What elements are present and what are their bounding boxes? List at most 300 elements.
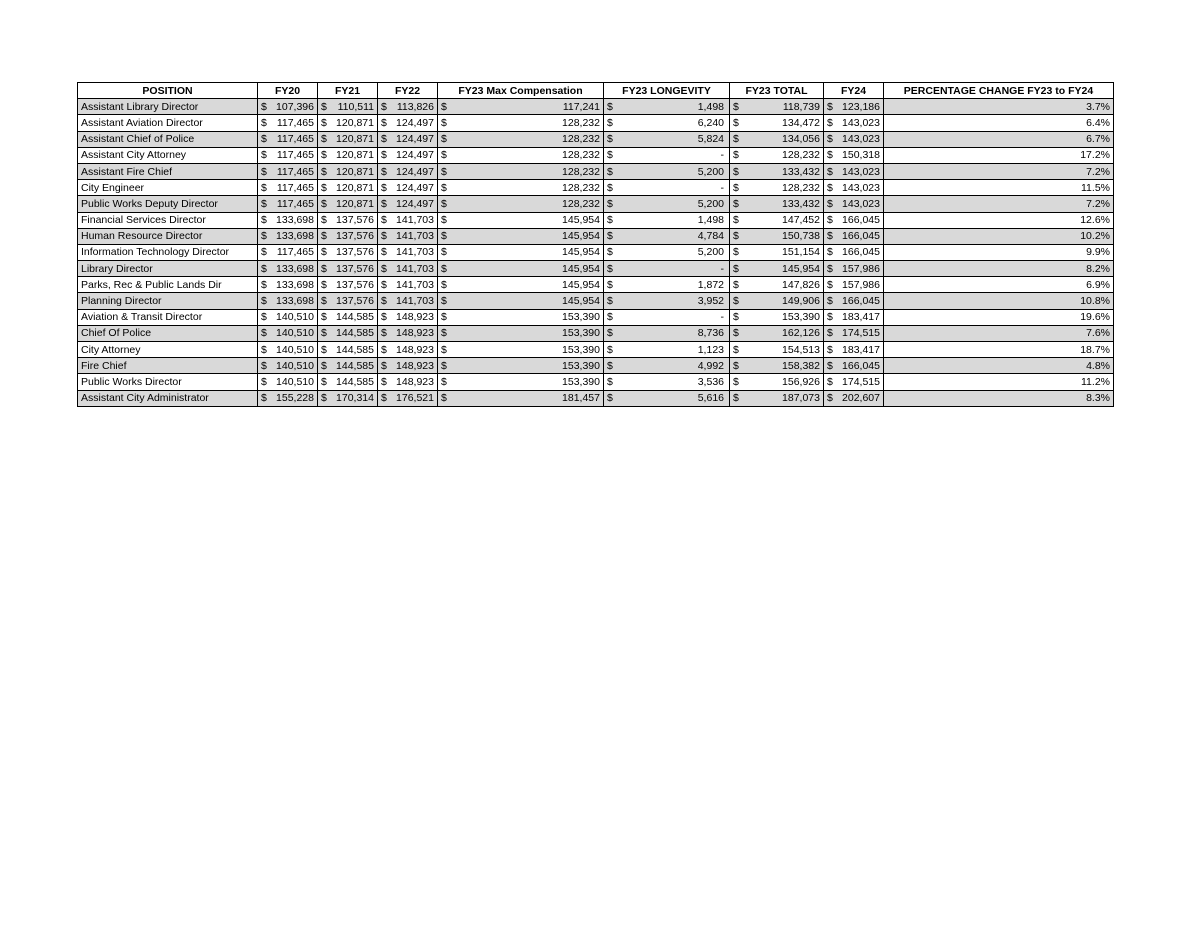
cell-fy23-longevity[interactable] [604,244,730,260]
cell-fy24[interactable] [824,374,884,390]
cell-fy24[interactable] [824,212,884,228]
currency-symbol: $ [607,100,613,113]
header-row [78,83,1114,99]
currency-symbol: $ [261,392,267,405]
cell-value: 153,390 [562,359,600,372]
cell-fy20[interactable] [258,309,318,325]
cell-fy23-longevity[interactable] [604,180,730,196]
cell-fy23-total[interactable] [730,228,824,244]
cell-value: 143,023 [842,133,880,146]
cell-value: 120,871 [336,133,374,146]
cell-fy23-total[interactable] [730,212,824,228]
cell-position[interactable]: Fire Chief [78,358,258,374]
cell-fy24[interactable] [824,325,884,341]
table-row [78,131,1114,147]
cell-fy24[interactable] [824,228,884,244]
cell-value: 117,465 [276,197,314,210]
cell-fy24[interactable] [824,180,884,196]
currency-symbol: $ [381,278,387,291]
cell-value: 140,510 [276,311,314,324]
cell-pct-change[interactable]: 4.8% [884,358,1114,374]
currency-symbol: $ [321,359,327,372]
cell-fy24[interactable] [824,115,884,131]
cell-fy23-max[interactable] [438,244,604,260]
cell-fy21[interactable] [318,293,378,309]
cell-fy24[interactable] [824,147,884,163]
cell-fy21[interactable] [318,277,378,293]
cell-value: 128,232 [782,149,820,162]
currency-symbol: $ [733,197,739,210]
cell-position[interactable]: City Engineer [78,180,258,196]
cell-fy22[interactable] [378,180,438,196]
currency-symbol: $ [381,359,387,372]
cell-fy20[interactable] [258,261,318,277]
currency-symbol: $ [733,343,739,356]
cell-value: 117,465 [276,133,314,146]
cell-fy22[interactable] [378,309,438,325]
currency-symbol: $ [381,246,387,259]
cell-fy20[interactable] [258,277,318,293]
cell-value: 162,126 [782,327,820,340]
cell-value: 124,497 [396,149,434,162]
currency-symbol: $ [321,133,327,146]
cell-position[interactable]: Public Works Director [78,374,258,390]
currency-symbol: $ [381,375,387,388]
cell-value: 8,736 [697,327,724,340]
cell-position[interactable]: Human Resource Director [78,228,258,244]
currency-symbol: $ [261,214,267,227]
cell-position[interactable]: Chief Of Police [78,325,258,341]
currency-symbol: $ [827,165,833,178]
cell-fy23-total[interactable] [730,358,824,374]
cell-fy23-total[interactable] [730,244,824,260]
cell-position[interactable]: Library Director [78,261,258,277]
cell-position[interactable]: Assistant Chief of Police [78,131,258,147]
currency-symbol: $ [733,246,739,259]
cell-fy23-longevity[interactable] [604,309,730,325]
cell-fy23-total[interactable] [730,115,824,131]
currency-symbol: $ [607,278,613,291]
cell-fy24[interactable] [824,261,884,277]
currency-symbol: $ [321,181,327,194]
table-row [78,147,1114,163]
cell-value: 141,703 [396,214,434,227]
cell-position[interactable]: Public Works Deputy Director [78,196,258,212]
cell-value: 124,497 [396,165,434,178]
cell-fy22[interactable] [378,342,438,358]
cell-fy24[interactable] [824,131,884,147]
cell-fy23-max[interactable] [438,374,604,390]
cell-fy23-longevity[interactable] [604,325,730,341]
currency-symbol: $ [827,181,833,194]
cell-value: 120,871 [336,197,374,210]
cell-pct-change[interactable]: 6.7% [884,131,1114,147]
cell-value: 120,871 [336,116,374,129]
cell-fy22[interactable] [378,228,438,244]
cell-fy21[interactable] [318,212,378,228]
table-row [78,358,1114,374]
currency-symbol: $ [441,214,447,227]
table-row [78,374,1114,390]
cell-value: 144,585 [336,343,374,356]
cell-value: 140,510 [276,343,314,356]
cell-fy22[interactable] [378,277,438,293]
cell-fy23-total[interactable] [730,147,824,163]
cell-pct-change[interactable]: 8.3% [884,390,1114,406]
cell-fy23-longevity[interactable] [604,228,730,244]
cell-value: 124,497 [396,197,434,210]
cell-position[interactable]: City Attorney [78,342,258,358]
cell-value: 5,200 [697,197,724,210]
cell-fy23-max[interactable] [438,163,604,179]
cell-fy21[interactable] [318,163,378,179]
cell-value: 174,515 [842,375,880,388]
cell-pct-change[interactable]: 9.9% [884,244,1114,260]
cell-fy20[interactable] [258,131,318,147]
currency-symbol: $ [607,197,613,210]
cell-fy23-max[interactable] [438,180,604,196]
cell-value: 157,986 [842,278,880,291]
currency-symbol: $ [827,295,833,308]
cell-value: 166,045 [842,295,880,308]
cell-value: 170,314 [336,392,374,405]
cell-position[interactable]: Parks, Rec & Public Lands Dir [78,277,258,293]
cell-fy21[interactable] [318,196,378,212]
cell-fy22[interactable] [378,358,438,374]
cell-fy20[interactable] [258,374,318,390]
cell-fy23-max[interactable] [438,147,604,163]
cell-fy23-max[interactable] [438,293,604,309]
cell-fy22[interactable] [378,325,438,341]
cell-fy21[interactable] [318,390,378,406]
cell-fy20[interactable] [258,390,318,406]
cell-value: 128,232 [562,116,600,129]
currency-symbol: $ [607,375,613,388]
cell-fy23-max[interactable] [438,277,604,293]
cell-fy22[interactable] [378,163,438,179]
cell-position[interactable]: Assistant Fire Chief [78,163,258,179]
currency-symbol: $ [321,343,327,356]
cell-fy23-total[interactable] [730,163,824,179]
cell-pct-change[interactable]: 12.6% [884,212,1114,228]
cell-fy22[interactable] [378,196,438,212]
currency-symbol: $ [261,181,267,194]
cell-fy23-total[interactable] [730,261,824,277]
cell-fy20[interactable] [258,115,318,131]
cell-fy22[interactable] [378,131,438,147]
currency-symbol: $ [827,100,833,113]
cell-fy23-longevity[interactable] [604,212,730,228]
cell-fy23-total[interactable] [730,277,824,293]
cell-fy23-longevity[interactable] [604,390,730,406]
cell-pct-change[interactable]: 7.2% [884,163,1114,179]
cell-fy21[interactable] [318,325,378,341]
cell-pct-change[interactable]: 19.6% [884,309,1114,325]
cell-value: 144,585 [336,359,374,372]
cell-value: 120,871 [336,165,374,178]
header-fy21[interactable]: FY21 [318,83,378,99]
cell-fy22[interactable] [378,293,438,309]
currency-symbol: $ [321,197,327,210]
cell-value: 128,232 [562,181,600,194]
cell-fy21[interactable] [318,228,378,244]
cell-fy20[interactable] [258,325,318,341]
cell-fy24[interactable] [824,244,884,260]
cell-pct-change[interactable]: 11.5% [884,180,1114,196]
table-row [78,261,1114,277]
header-pct-change[interactable]: PERCENTAGE CHANGE FY23 to FY24 [884,83,1114,99]
cell-fy24[interactable] [824,163,884,179]
cell-fy23-max[interactable] [438,228,604,244]
cell-fy24[interactable] [824,277,884,293]
cell-pct-change[interactable]: 7.6% [884,325,1114,341]
cell-fy23-max[interactable] [438,358,604,374]
cell-fy20[interactable] [258,163,318,179]
currency-symbol: $ [261,311,267,324]
cell-position[interactable]: Assistant City Administrator [78,390,258,406]
cell-fy21[interactable] [318,244,378,260]
currency-symbol: $ [607,311,613,324]
table-row [78,293,1114,309]
cell-fy23-longevity[interactable] [604,293,730,309]
cell-fy22[interactable] [378,261,438,277]
currency-symbol: $ [441,149,447,162]
cell-value: 157,986 [842,262,880,275]
cell-fy21[interactable] [318,358,378,374]
table-row [78,212,1114,228]
table-row [78,115,1114,131]
cell-fy22[interactable] [378,212,438,228]
cell-fy23-max[interactable] [438,212,604,228]
cell-value: 117,465 [276,116,314,129]
cell-fy20[interactable] [258,180,318,196]
cell-pct-change[interactable]: 6.4% [884,115,1114,131]
cell-fy20[interactable] [258,228,318,244]
cell-fy23-total[interactable] [730,390,824,406]
cell-value: 153,390 [562,327,600,340]
cell-position[interactable]: Planning Director [78,293,258,309]
currency-symbol: $ [261,165,267,178]
currency-symbol: $ [261,197,267,210]
cell-fy23-longevity[interactable] [604,115,730,131]
cell-fy22[interactable] [378,99,438,115]
header-fy23-longevity[interactable]: FY23 LONGEVITY [604,83,730,99]
currency-symbol: $ [607,262,613,275]
currency-symbol: $ [321,392,327,405]
cell-fy23-longevity[interactable] [604,261,730,277]
cell-pct-change[interactable]: 18.7% [884,342,1114,358]
cell-value: 117,465 [276,246,314,259]
cell-fy20[interactable] [258,147,318,163]
cell-fy23-max[interactable] [438,390,604,406]
currency-symbol: $ [261,375,267,388]
cell-pct-change[interactable]: 17.2% [884,147,1114,163]
currency-symbol: $ [733,214,739,227]
cell-fy23-max[interactable] [438,196,604,212]
cell-value: 158,382 [782,359,820,372]
cell-fy22[interactable] [378,147,438,163]
cell-fy24[interactable] [824,309,884,325]
cell-value: 133,698 [276,214,314,227]
header-fy23-total[interactable]: FY23 TOTAL [730,83,824,99]
cell-pct-change[interactable]: 10.8% [884,293,1114,309]
cell-fy23-total[interactable] [730,293,824,309]
cell-fy20[interactable] [258,293,318,309]
currency-symbol: $ [441,359,447,372]
currency-symbol: $ [381,100,387,113]
cell-fy21[interactable] [318,115,378,131]
cell-fy21[interactable] [318,309,378,325]
cell-value: 1,498 [697,100,724,113]
cell-fy23-total[interactable] [730,342,824,358]
cell-fy23-longevity[interactable] [604,277,730,293]
cell-fy23-max[interactable] [438,342,604,358]
cell-value: 117,465 [276,149,314,162]
header-fy20[interactable]: FY20 [258,83,318,99]
cell-fy20[interactable] [258,244,318,260]
cell-position[interactable]: Assistant Library Director [78,99,258,115]
cell-fy24[interactable] [824,293,884,309]
cell-fy24[interactable] [824,99,884,115]
cell-pct-change[interactable]: 6.9% [884,277,1114,293]
cell-position[interactable]: Assistant Aviation Director [78,115,258,131]
cell-value: 143,023 [842,181,880,194]
cell-fy23-longevity[interactable] [604,358,730,374]
cell-fy22[interactable] [378,390,438,406]
cell-value: 5,200 [697,165,724,178]
cell-fy21[interactable] [318,99,378,115]
cell-value: 202,607 [842,392,880,405]
currency-symbol: $ [733,327,739,340]
currency-symbol: $ [381,149,387,162]
cell-fy23-longevity[interactable] [604,163,730,179]
cell-pct-change[interactable]: 8.2% [884,261,1114,277]
currency-symbol: $ [441,165,447,178]
cell-pct-change[interactable]: 11.2% [884,374,1114,390]
cell-pct-change[interactable]: 7.2% [884,196,1114,212]
cell-value: 141,703 [396,295,434,308]
cell-position[interactable]: Financial Services Director [78,212,258,228]
cell-value: 133,698 [276,278,314,291]
cell-value: 134,056 [782,133,820,146]
cell-fy23-longevity[interactable] [604,196,730,212]
cell-fy24[interactable] [824,196,884,212]
cell-fy23-longevity[interactable] [604,374,730,390]
table-row [78,390,1114,406]
cell-fy20[interactable] [258,342,318,358]
currency-symbol: $ [607,327,613,340]
header-fy24[interactable]: FY24 [824,83,884,99]
cell-position[interactable]: Information Technology Director [78,244,258,260]
cell-value: 183,417 [842,311,880,324]
cell-fy23-total[interactable] [730,131,824,147]
cell-fy23-longevity[interactable] [604,342,730,358]
cell-fy23-longevity[interactable] [604,99,730,115]
cell-fy23-total[interactable] [730,325,824,341]
cell-value: 153,390 [562,311,600,324]
header-position[interactable]: POSITION [78,83,258,99]
cell-value: 140,510 [276,359,314,372]
cell-fy23-max[interactable] [438,99,604,115]
cell-value: 145,954 [562,214,600,227]
cell-fy23-max[interactable] [438,261,604,277]
cell-pct-change[interactable]: 10.2% [884,228,1114,244]
currency-symbol: $ [261,327,267,340]
cell-fy20[interactable] [258,358,318,374]
table-row [78,163,1114,179]
cell-value: 133,698 [276,262,314,275]
cell-fy20[interactable] [258,99,318,115]
cell-fy24[interactable] [824,342,884,358]
cell-fy23-total[interactable] [730,99,824,115]
cell-value: 5,200 [697,246,724,259]
currency-symbol: $ [827,343,833,356]
cell-fy23-total[interactable] [730,180,824,196]
cell-value: 137,576 [336,262,374,275]
currency-symbol: $ [607,214,613,227]
cell-fy24[interactable] [824,358,884,374]
currency-symbol: $ [827,133,833,146]
cell-position[interactable]: Assistant City Attorney [78,147,258,163]
table-body [78,99,1114,407]
currency-symbol: $ [261,359,267,372]
cell-fy22[interactable] [378,244,438,260]
cell-fy23-longevity[interactable] [604,147,730,163]
cell-fy23-longevity[interactable] [604,131,730,147]
cell-value: 117,465 [276,165,314,178]
cell-fy23-max[interactable] [438,131,604,147]
currency-symbol: $ [607,181,613,194]
header-fy23-max[interactable]: FY23 Max Compensation [438,83,604,99]
currency-symbol: $ [441,262,447,275]
cell-value: 148,923 [396,359,434,372]
cell-value: 133,698 [276,295,314,308]
cell-value: 133,698 [276,230,314,243]
cell-fy23-total[interactable] [730,374,824,390]
cell-fy23-max[interactable] [438,325,604,341]
cell-fy23-max[interactable] [438,309,604,325]
cell-fy21[interactable] [318,261,378,277]
cell-pct-change[interactable]: 3.7% [884,99,1114,115]
cell-fy21[interactable] [318,131,378,147]
cell-fy20[interactable] [258,196,318,212]
cell-fy24[interactable] [824,390,884,406]
cell-fy20[interactable] [258,212,318,228]
currency-symbol: $ [441,278,447,291]
cell-fy21[interactable] [318,180,378,196]
cell-value: 128,232 [562,165,600,178]
cell-fy21[interactable] [318,342,378,358]
currency-symbol: $ [441,375,447,388]
table-row [78,342,1114,358]
cell-fy22[interactable] [378,115,438,131]
cell-position[interactable]: Aviation & Transit Director [78,309,258,325]
cell-fy23-total[interactable] [730,196,824,212]
cell-value: 120,871 [336,149,374,162]
cell-fy23-total[interactable] [730,309,824,325]
cell-fy23-max[interactable] [438,115,604,131]
cell-fy21[interactable] [318,147,378,163]
header-fy22[interactable]: FY22 [378,83,438,99]
currency-symbol: $ [827,149,833,162]
cell-fy22[interactable] [378,374,438,390]
cell-value: 150,738 [782,230,820,243]
currency-symbol: $ [381,165,387,178]
cell-value: 141,703 [396,246,434,259]
currency-symbol: $ [381,262,387,275]
currency-symbol: $ [733,392,739,405]
cell-fy21[interactable] [318,374,378,390]
